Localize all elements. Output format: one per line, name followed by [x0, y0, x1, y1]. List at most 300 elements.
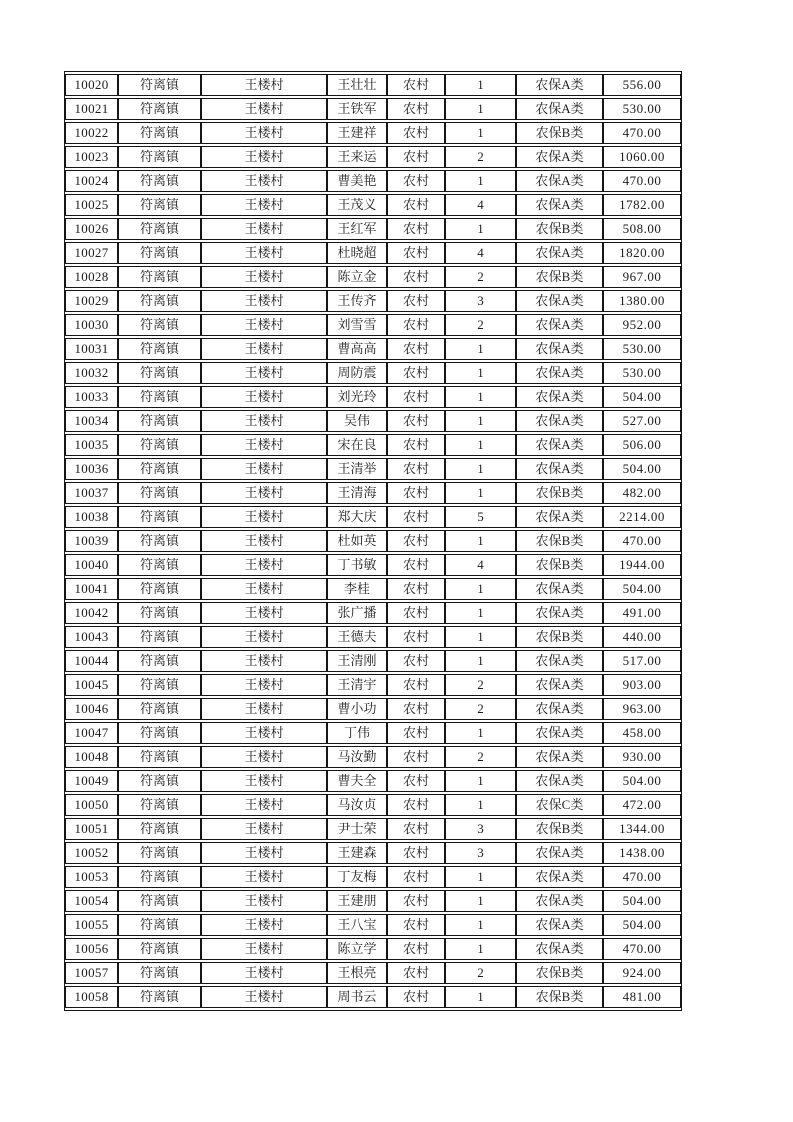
cell-town: 符离镇 — [118, 98, 201, 120]
cell-person-count: 1 — [445, 74, 516, 96]
cell-town: 符离镇 — [118, 602, 201, 624]
cell-amount: 504.00 — [603, 890, 681, 912]
cell-person-name: 丁友梅 — [327, 866, 387, 888]
cell-amount: 1060.00 — [603, 146, 681, 168]
table-row — [65, 386, 681, 408]
cell-amount: 1380.00 — [603, 290, 681, 312]
cell-household-type: 农村 — [387, 986, 445, 1008]
cell-insurance-category: 农保A类 — [516, 386, 603, 408]
cell-person-name: 王建森 — [327, 842, 387, 864]
cell-person-name: 王茂义 — [327, 194, 387, 216]
cell-village: 王楼村 — [201, 794, 327, 816]
cell-person-count: 1 — [445, 986, 516, 1008]
cell-person-name: 王来运 — [327, 146, 387, 168]
cell-person-count: 3 — [445, 842, 516, 864]
cell-person-name: 曹夫全 — [327, 770, 387, 792]
cell-amount: 470.00 — [603, 530, 681, 552]
cell-record-id: 10058 — [65, 986, 118, 1008]
cell-town: 符离镇 — [118, 530, 201, 552]
cell-town: 符离镇 — [118, 674, 201, 696]
cell-insurance-category: 农保A类 — [516, 410, 603, 432]
table-row — [65, 746, 681, 768]
cell-person-count: 4 — [445, 194, 516, 216]
cell-town: 符离镇 — [118, 194, 201, 216]
cell-person-name: 马汝贞 — [327, 794, 387, 816]
cell-person-count: 2 — [445, 266, 516, 288]
cell-record-id: 10037 — [65, 482, 118, 504]
cell-amount: 506.00 — [603, 434, 681, 456]
cell-record-id: 10032 — [65, 362, 118, 384]
cell-person-name: 郑大庆 — [327, 506, 387, 528]
cell-household-type: 农村 — [387, 650, 445, 672]
cell-person-count: 1 — [445, 386, 516, 408]
table-row — [65, 938, 681, 960]
cell-person-name: 王红军 — [327, 218, 387, 240]
cell-village: 王楼村 — [201, 194, 327, 216]
cell-record-id: 10027 — [65, 242, 118, 264]
cell-record-id: 10042 — [65, 602, 118, 624]
cell-household-type: 农村 — [387, 218, 445, 240]
cell-person-name: 丁伟 — [327, 722, 387, 744]
cell-town: 符离镇 — [118, 410, 201, 432]
cell-insurance-category: 农保A类 — [516, 170, 603, 192]
cell-record-id: 10046 — [65, 698, 118, 720]
cell-record-id: 10056 — [65, 938, 118, 960]
cell-household-type: 农村 — [387, 410, 445, 432]
cell-town: 符离镇 — [118, 650, 201, 672]
cell-town: 符离镇 — [118, 962, 201, 984]
cell-insurance-category: 农保A类 — [516, 602, 603, 624]
cell-insurance-category: 农保B类 — [516, 266, 603, 288]
cell-person-count: 1 — [445, 866, 516, 888]
cell-insurance-category: 农保A类 — [516, 770, 603, 792]
cell-insurance-category: 农保A类 — [516, 890, 603, 912]
cell-record-id: 10024 — [65, 170, 118, 192]
cell-amount: 470.00 — [603, 122, 681, 144]
cell-village: 王楼村 — [201, 410, 327, 432]
cell-record-id: 10055 — [65, 914, 118, 936]
cell-record-id: 10028 — [65, 266, 118, 288]
table-row — [65, 626, 681, 648]
cell-person-count: 1 — [445, 890, 516, 912]
table-row — [65, 362, 681, 384]
cell-amount: 508.00 — [603, 218, 681, 240]
table-row — [65, 962, 681, 984]
cell-person-count: 1 — [445, 218, 516, 240]
cell-insurance-category: 农保A类 — [516, 866, 603, 888]
cell-household-type: 农村 — [387, 242, 445, 264]
cell-insurance-category: 农保A类 — [516, 362, 603, 384]
cell-village: 王楼村 — [201, 74, 327, 96]
cell-village: 王楼村 — [201, 290, 327, 312]
cell-person-name: 王铁军 — [327, 98, 387, 120]
cell-amount: 1344.00 — [603, 818, 681, 840]
cell-insurance-category: 农保B类 — [516, 530, 603, 552]
cell-village: 王楼村 — [201, 818, 327, 840]
cell-person-name: 曹美艳 — [327, 170, 387, 192]
cell-person-count: 2 — [445, 674, 516, 696]
cell-person-count: 1 — [445, 914, 516, 936]
cell-person-name: 王清宇 — [327, 674, 387, 696]
cell-village: 王楼村 — [201, 674, 327, 696]
cell-person-name: 周书云 — [327, 986, 387, 1008]
cell-town: 符离镇 — [118, 458, 201, 480]
cell-record-id: 10022 — [65, 122, 118, 144]
cell-person-count: 3 — [445, 818, 516, 840]
cell-amount: 530.00 — [603, 98, 681, 120]
cell-village: 王楼村 — [201, 602, 327, 624]
table-row — [65, 602, 681, 624]
cell-amount: 504.00 — [603, 578, 681, 600]
cell-village: 王楼村 — [201, 218, 327, 240]
cell-town: 符离镇 — [118, 770, 201, 792]
cell-village: 王楼村 — [201, 554, 327, 576]
cell-person-name: 王传齐 — [327, 290, 387, 312]
cell-town: 符离镇 — [118, 74, 201, 96]
cell-record-id: 10049 — [65, 770, 118, 792]
cell-household-type: 农村 — [387, 698, 445, 720]
cell-village: 王楼村 — [201, 146, 327, 168]
table-row — [65, 554, 681, 576]
cell-person-count: 1 — [445, 482, 516, 504]
cell-person-name: 曹高高 — [327, 338, 387, 360]
cell-household-type: 农村 — [387, 578, 445, 600]
cell-person-count: 2 — [445, 146, 516, 168]
cell-household-type: 农村 — [387, 962, 445, 984]
cell-village: 王楼村 — [201, 578, 327, 600]
cell-insurance-category: 农保A类 — [516, 458, 603, 480]
cell-amount: 1820.00 — [603, 242, 681, 264]
cell-town: 符离镇 — [118, 146, 201, 168]
cell-person-name: 陈立学 — [327, 938, 387, 960]
cell-town: 符离镇 — [118, 722, 201, 744]
cell-person-name: 王根亮 — [327, 962, 387, 984]
cell-household-type: 农村 — [387, 338, 445, 360]
cell-amount: 482.00 — [603, 482, 681, 504]
cell-household-type: 农村 — [387, 626, 445, 648]
cell-person-name: 王清刚 — [327, 650, 387, 672]
table-row — [65, 506, 681, 528]
cell-amount: 440.00 — [603, 626, 681, 648]
table-row — [65, 482, 681, 504]
cell-household-type: 农村 — [387, 746, 445, 768]
cell-person-count: 1 — [445, 410, 516, 432]
cell-record-id: 10021 — [65, 98, 118, 120]
cell-village: 王楼村 — [201, 170, 327, 192]
cell-record-id: 10048 — [65, 746, 118, 768]
cell-insurance-category: 农保A类 — [516, 146, 603, 168]
cell-insurance-category: 农保B类 — [516, 986, 603, 1008]
cell-household-type: 农村 — [387, 458, 445, 480]
cell-household-type: 农村 — [387, 722, 445, 744]
cell-household-type: 农村 — [387, 674, 445, 696]
cell-town: 符离镇 — [118, 218, 201, 240]
cell-person-count: 2 — [445, 698, 516, 720]
cell-insurance-category: 农保A类 — [516, 578, 603, 600]
cell-village: 王楼村 — [201, 266, 327, 288]
cell-household-type: 农村 — [387, 290, 445, 312]
cell-village: 王楼村 — [201, 314, 327, 336]
cell-town: 符离镇 — [118, 914, 201, 936]
cell-record-id: 10025 — [65, 194, 118, 216]
cell-person-count: 4 — [445, 242, 516, 264]
table-row — [65, 434, 681, 456]
cell-household-type: 农村 — [387, 770, 445, 792]
cell-amount: 924.00 — [603, 962, 681, 984]
cell-amount: 2214.00 — [603, 506, 681, 528]
table-row — [65, 986, 681, 1008]
cell-record-id: 10030 — [65, 314, 118, 336]
cell-person-count: 1 — [445, 362, 516, 384]
cell-insurance-category: 农保A类 — [516, 98, 603, 120]
cell-village: 王楼村 — [201, 986, 327, 1008]
cell-household-type: 农村 — [387, 938, 445, 960]
cell-village: 王楼村 — [201, 746, 327, 768]
table-row — [65, 650, 681, 672]
cell-amount: 556.00 — [603, 74, 681, 96]
cell-record-id: 10038 — [65, 506, 118, 528]
cell-record-id: 10029 — [65, 290, 118, 312]
cell-amount: 481.00 — [603, 986, 681, 1008]
cell-village: 王楼村 — [201, 98, 327, 120]
cell-record-id: 10039 — [65, 530, 118, 552]
cell-amount: 930.00 — [603, 746, 681, 768]
cell-village: 王楼村 — [201, 650, 327, 672]
cell-town: 符离镇 — [118, 746, 201, 768]
cell-record-id: 10020 — [65, 74, 118, 96]
cell-person-count: 1 — [445, 578, 516, 600]
cell-insurance-category: 农保A类 — [516, 242, 603, 264]
cell-person-name: 王清海 — [327, 482, 387, 504]
table-row — [65, 794, 681, 816]
cell-insurance-category: 农保C类 — [516, 794, 603, 816]
cell-record-id: 10033 — [65, 386, 118, 408]
cell-amount: 1438.00 — [603, 842, 681, 864]
cell-village: 王楼村 — [201, 722, 327, 744]
subsidy-records-table — [64, 71, 682, 1011]
cell-amount: 504.00 — [603, 458, 681, 480]
cell-town: 符离镇 — [118, 890, 201, 912]
cell-insurance-category: 农保A类 — [516, 914, 603, 936]
table-row — [65, 242, 681, 264]
table-row — [65, 866, 681, 888]
cell-village: 王楼村 — [201, 482, 327, 504]
cell-person-count: 1 — [445, 434, 516, 456]
table-row — [65, 818, 681, 840]
cell-person-count: 2 — [445, 746, 516, 768]
cell-record-id: 10044 — [65, 650, 118, 672]
table-row — [65, 842, 681, 864]
cell-town: 符离镇 — [118, 626, 201, 648]
cell-amount: 504.00 — [603, 770, 681, 792]
cell-town: 符离镇 — [118, 362, 201, 384]
table-row — [65, 194, 681, 216]
cell-person-name: 杜如英 — [327, 530, 387, 552]
cell-person-count: 1 — [445, 770, 516, 792]
cell-village: 王楼村 — [201, 770, 327, 792]
cell-insurance-category: 农保A类 — [516, 650, 603, 672]
cell-record-id: 10031 — [65, 338, 118, 360]
cell-household-type: 农村 — [387, 170, 445, 192]
cell-village: 王楼村 — [201, 938, 327, 960]
cell-household-type: 农村 — [387, 386, 445, 408]
cell-town: 符离镇 — [118, 698, 201, 720]
cell-household-type: 农村 — [387, 74, 445, 96]
cell-household-type: 农村 — [387, 866, 445, 888]
cell-insurance-category: 农保A类 — [516, 842, 603, 864]
cell-village: 王楼村 — [201, 506, 327, 528]
table-row — [65, 170, 681, 192]
cell-record-id: 10023 — [65, 146, 118, 168]
cell-record-id: 10047 — [65, 722, 118, 744]
cell-household-type: 农村 — [387, 530, 445, 552]
cell-household-type: 农村 — [387, 194, 445, 216]
table-row — [65, 578, 681, 600]
cell-person-name: 刘雪雪 — [327, 314, 387, 336]
cell-insurance-category: 农保B类 — [516, 122, 603, 144]
cell-person-name: 王清举 — [327, 458, 387, 480]
cell-person-name: 王建朋 — [327, 890, 387, 912]
cell-household-type: 农村 — [387, 818, 445, 840]
cell-town: 符离镇 — [118, 794, 201, 816]
cell-amount: 504.00 — [603, 914, 681, 936]
table-row — [65, 410, 681, 432]
cell-amount: 967.00 — [603, 266, 681, 288]
cell-person-count: 4 — [445, 554, 516, 576]
cell-village: 王楼村 — [201, 962, 327, 984]
cell-amount: 530.00 — [603, 362, 681, 384]
table-row — [65, 674, 681, 696]
cell-village: 王楼村 — [201, 530, 327, 552]
cell-village: 王楼村 — [201, 890, 327, 912]
cell-record-id: 10053 — [65, 866, 118, 888]
cell-person-count: 1 — [445, 938, 516, 960]
table-body — [65, 74, 681, 1008]
cell-insurance-category: 农保A类 — [516, 194, 603, 216]
cell-household-type: 农村 — [387, 362, 445, 384]
cell-insurance-category: 农保A类 — [516, 434, 603, 456]
cell-record-id: 10040 — [65, 554, 118, 576]
cell-person-name: 王壮壮 — [327, 74, 387, 96]
cell-amount: 903.00 — [603, 674, 681, 696]
cell-person-count: 1 — [445, 530, 516, 552]
cell-amount: 470.00 — [603, 170, 681, 192]
table-row — [65, 914, 681, 936]
table-row — [65, 266, 681, 288]
cell-person-name: 张广播 — [327, 602, 387, 624]
cell-person-count: 1 — [445, 122, 516, 144]
cell-amount: 1944.00 — [603, 554, 681, 576]
cell-town: 符离镇 — [118, 938, 201, 960]
cell-person-count: 1 — [445, 794, 516, 816]
cell-town: 符离镇 — [118, 314, 201, 336]
cell-town: 符离镇 — [118, 386, 201, 408]
table-row — [65, 698, 681, 720]
table-row — [65, 122, 681, 144]
cell-town: 符离镇 — [118, 290, 201, 312]
cell-amount: 472.00 — [603, 794, 681, 816]
cell-person-name: 吴伟 — [327, 410, 387, 432]
cell-record-id: 10050 — [65, 794, 118, 816]
cell-record-id: 10051 — [65, 818, 118, 840]
table-row — [65, 98, 681, 120]
cell-household-type: 农村 — [387, 266, 445, 288]
cell-town: 符离镇 — [118, 338, 201, 360]
cell-household-type: 农村 — [387, 554, 445, 576]
cell-village: 王楼村 — [201, 626, 327, 648]
table-row — [65, 530, 681, 552]
cell-village: 王楼村 — [201, 242, 327, 264]
table-row — [65, 338, 681, 360]
cell-town: 符离镇 — [118, 242, 201, 264]
cell-record-id: 10035 — [65, 434, 118, 456]
cell-village: 王楼村 — [201, 458, 327, 480]
cell-town: 符离镇 — [118, 434, 201, 456]
cell-amount: 952.00 — [603, 314, 681, 336]
cell-village: 王楼村 — [201, 362, 327, 384]
table-row — [65, 74, 681, 96]
cell-household-type: 农村 — [387, 314, 445, 336]
cell-insurance-category: 农保A类 — [516, 674, 603, 696]
cell-record-id: 10041 — [65, 578, 118, 600]
cell-amount: 491.00 — [603, 602, 681, 624]
cell-insurance-category: 农保B类 — [516, 482, 603, 504]
cell-person-count: 3 — [445, 290, 516, 312]
cell-person-name: 王建祥 — [327, 122, 387, 144]
cell-person-count: 5 — [445, 506, 516, 528]
cell-village: 王楼村 — [201, 122, 327, 144]
cell-person-count: 1 — [445, 626, 516, 648]
cell-person-name: 陈立金 — [327, 266, 387, 288]
cell-insurance-category: 农保A类 — [516, 506, 603, 528]
cell-town: 符离镇 — [118, 986, 201, 1008]
cell-insurance-category: 农保B类 — [516, 962, 603, 984]
cell-household-type: 农村 — [387, 146, 445, 168]
cell-insurance-category: 农保A类 — [516, 722, 603, 744]
cell-record-id: 10054 — [65, 890, 118, 912]
cell-person-name: 李桂 — [327, 578, 387, 600]
cell-person-count: 1 — [445, 98, 516, 120]
table-row — [65, 458, 681, 480]
cell-person-count: 2 — [445, 314, 516, 336]
cell-town: 符离镇 — [118, 842, 201, 864]
cell-town: 符离镇 — [118, 266, 201, 288]
cell-village: 王楼村 — [201, 434, 327, 456]
cell-person-count: 1 — [445, 458, 516, 480]
table-row — [65, 314, 681, 336]
cell-household-type: 农村 — [387, 98, 445, 120]
cell-household-type: 农村 — [387, 914, 445, 936]
cell-village: 王楼村 — [201, 386, 327, 408]
cell-amount: 470.00 — [603, 866, 681, 888]
cell-amount: 504.00 — [603, 386, 681, 408]
cell-record-id: 10034 — [65, 410, 118, 432]
cell-record-id: 10043 — [65, 626, 118, 648]
cell-insurance-category: 农保A类 — [516, 314, 603, 336]
cell-village: 王楼村 — [201, 842, 327, 864]
cell-village: 王楼村 — [201, 866, 327, 888]
cell-person-name: 刘光玲 — [327, 386, 387, 408]
cell-household-type: 农村 — [387, 794, 445, 816]
cell-person-name: 王德夫 — [327, 626, 387, 648]
table-row — [65, 146, 681, 168]
cell-insurance-category: 农保B类 — [516, 818, 603, 840]
cell-insurance-category: 农保A类 — [516, 338, 603, 360]
cell-insurance-category: 农保A类 — [516, 746, 603, 768]
cell-person-name: 丁书敏 — [327, 554, 387, 576]
cell-person-name: 宋在良 — [327, 434, 387, 456]
cell-record-id: 10036 — [65, 458, 118, 480]
